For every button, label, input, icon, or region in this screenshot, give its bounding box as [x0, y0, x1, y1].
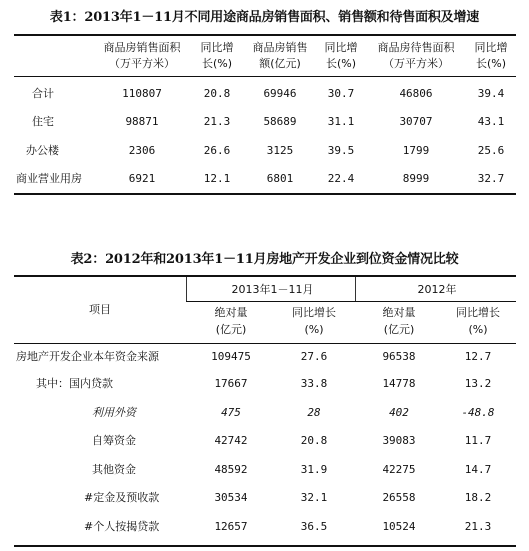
t2-cell: 109475	[211, 350, 251, 363]
t1-col3-header-line1: 商品房销售	[252, 41, 308, 54]
t1-cell: 1799	[402, 144, 430, 157]
t1-col3-header-line2: 额(亿元)	[259, 57, 301, 70]
table1-header-rule	[14, 76, 516, 77]
t2-cell: 12.7	[464, 350, 492, 363]
t2-cell: 48592	[214, 463, 248, 476]
t1-cell: 39.4	[477, 87, 505, 100]
t1-cell: 46806	[399, 87, 433, 100]
t2-cell: 28	[307, 406, 321, 419]
t1-row-label: 合计	[32, 87, 54, 100]
table2-header-rule	[14, 343, 516, 344]
t1-cell: 69946	[263, 87, 297, 100]
t2-cell: 36.5	[300, 520, 328, 533]
t2-sub-header-line2: (亿元)	[215, 323, 247, 336]
t1-cell: 20.8	[203, 87, 231, 100]
t1-cell: 43.1	[477, 115, 505, 128]
t2-cell: 18.2	[464, 491, 492, 504]
t1-col4-header-line1: 同比增	[324, 41, 358, 54]
t2-cell: 42742	[214, 434, 248, 447]
t2-cell: 14778	[382, 377, 416, 390]
t2-row-label: 利用外资	[92, 406, 136, 419]
t1-cell: 6921	[128, 172, 156, 185]
t2-cell: 20.8	[300, 434, 328, 447]
t1-cell: 31.1	[327, 115, 355, 128]
t2-cell: 42275	[382, 463, 416, 476]
t2-cell: 33.8	[300, 377, 328, 390]
t2-cell: 12657	[214, 520, 248, 533]
t2-cell: 21.3	[464, 520, 492, 533]
t1-col1-header-line2: （万平方米）	[109, 57, 175, 70]
t1-row-label: 商业营业用房	[16, 172, 82, 185]
t2-cell: 39083	[382, 434, 416, 447]
t2-sub-header-line1: 同比增长	[456, 306, 500, 319]
t1-cell: 58689	[263, 115, 297, 128]
t2-cell: 31.9	[300, 463, 328, 476]
table1-bottom-rule	[14, 193, 516, 195]
t2-cell: 13.2	[464, 377, 492, 390]
t1-col5-header-line2: （万平方米）	[383, 57, 449, 70]
table2-group-divider	[355, 277, 356, 301]
t1-col6-header-line1: 同比增	[474, 41, 508, 54]
table2-title: 表2：2012年和2013年1－11月房地产开发企业到位资金情况比较	[70, 252, 459, 267]
t2-group-header-2012: 2012年	[417, 283, 457, 296]
t1-cell: 21.3	[203, 115, 231, 128]
t1-cell: 26.6	[203, 144, 231, 157]
t1-cell: 30.7	[327, 87, 355, 100]
t1-col1-header-line1: 商品房销售面积	[103, 41, 181, 54]
t2-row-label: 自筹资金	[92, 434, 136, 447]
t2-item-header: 项目	[89, 303, 111, 316]
t1-col4-header-line2: 长(%)	[325, 57, 357, 70]
t1-col2-header-line2: 长(%)	[201, 57, 233, 70]
t2-cell: 10524	[382, 520, 416, 533]
t2-cell: 14.7	[464, 463, 492, 476]
table1-top-rule	[14, 34, 516, 36]
t2-sub-header-line2: (%)	[304, 323, 324, 336]
t2-row-label: #个人按揭贷款	[84, 520, 160, 533]
t1-cell: 2306	[128, 144, 156, 157]
t2-sub-header-line1: 同比增长	[292, 306, 336, 319]
table2-top-rule	[14, 275, 516, 277]
t1-cell: 22.4	[327, 172, 355, 185]
t1-cell: 12.1	[203, 172, 231, 185]
table2-group-rule	[186, 301, 516, 302]
t2-row-label: #定金及预收款	[84, 491, 160, 504]
t1-cell: 6801	[266, 172, 294, 185]
t2-cell: 475	[221, 406, 241, 419]
table2-bottom-rule	[14, 545, 516, 547]
t1-row-label: 办公楼	[26, 144, 59, 157]
t2-group-header-2013: 2013年1－11月	[231, 283, 314, 296]
t2-cell: 26558	[382, 491, 416, 504]
t2-cell: 30534	[214, 491, 248, 504]
t1-cell: 25.6	[477, 144, 505, 157]
t2-row-label: 房地产开发企业本年资金来源	[16, 350, 159, 363]
t2-sub-header-line2: (亿元)	[383, 323, 415, 336]
t2-cell: 402	[389, 406, 409, 419]
t1-cell: 39.5	[327, 144, 355, 157]
t1-col2-header-line1: 同比增	[200, 41, 234, 54]
t2-cell: 27.6	[300, 350, 328, 363]
t1-cell: 110807	[122, 87, 162, 100]
t1-cell: 32.7	[477, 172, 505, 185]
t2-sub-header-line1: 绝对量	[214, 306, 248, 319]
t2-cell: 11.7	[464, 434, 492, 447]
t1-col6-header-line2: 长(%)	[475, 57, 507, 70]
t2-sub-header-line2: (%)	[468, 323, 488, 336]
t1-cell: 8999	[402, 172, 430, 185]
t1-cell: 3125	[266, 144, 294, 157]
t1-cell: 98871	[125, 115, 159, 128]
t1-row-label: 住宅	[32, 115, 54, 128]
t2-cell: -48.8	[461, 406, 495, 419]
t1-col5-header-line1: 商品房待售面积	[377, 41, 455, 54]
t2-cell: 17667	[214, 377, 248, 390]
t2-sub-header-line1: 绝对量	[382, 306, 416, 319]
table2-header-divider	[186, 277, 187, 301]
t2-row-label: 其他资金	[92, 463, 136, 476]
t2-row-label: 其中：国内贷款	[36, 377, 113, 390]
t1-cell: 30707	[399, 115, 433, 128]
t2-cell: 96538	[382, 350, 416, 363]
table1-title: 表1：2013年1－11月不同用途商品房销售面积、销售额和待售面积及增速	[49, 10, 480, 25]
t2-cell: 32.1	[300, 491, 328, 504]
